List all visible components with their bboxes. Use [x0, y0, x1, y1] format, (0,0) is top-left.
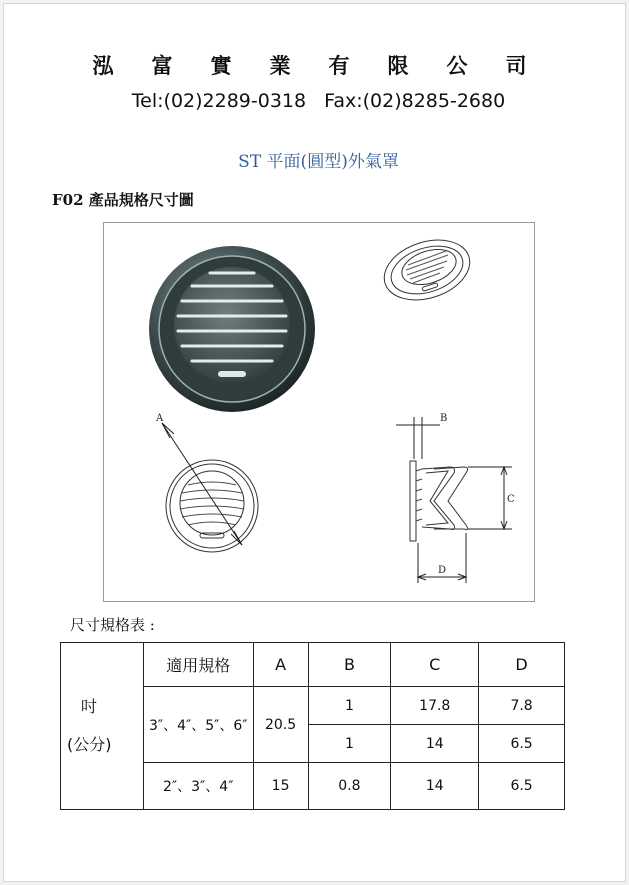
vent-photo-front	[149, 246, 315, 412]
cell-c: 14	[391, 763, 479, 810]
unit-sublabel: (公分)	[67, 735, 112, 754]
vent-perspective-view	[377, 230, 478, 310]
spec-table	[60, 642, 565, 810]
vent-cap-drawing	[104, 223, 534, 601]
dimension-label-d: D	[438, 565, 447, 576]
vent-side-diagram	[396, 417, 512, 583]
dimension-label-a: A	[156, 413, 164, 424]
company-name: 泓富實業有限公司	[92, 53, 565, 78]
header-size: 適用規格	[143, 643, 253, 687]
header-b: B	[308, 643, 391, 687]
header-c: C	[391, 643, 479, 687]
cell-d: 6.5	[479, 763, 565, 810]
telephone: Tel:(02)2289-0318	[131, 90, 307, 112]
unit-cell	[61, 643, 144, 810]
cell-a: 15	[253, 763, 308, 810]
cell-b: 1	[308, 687, 391, 725]
cell-d: 6.5	[479, 725, 565, 763]
dimension-label-b: B	[440, 413, 448, 424]
cell-d: 7.8	[479, 687, 565, 725]
technical-drawing	[103, 222, 535, 602]
fax: Fax:(02)8285-2680	[324, 90, 506, 112]
header-d: D	[479, 643, 565, 687]
contact-line	[4, 90, 629, 112]
section-heading: F02 產品規格尺寸圖	[52, 191, 194, 209]
vent-front-diagram	[162, 423, 258, 552]
cell-b: 0.8	[308, 763, 391, 810]
cell-c: 14	[391, 725, 479, 763]
table-caption: 尺寸規格表 :	[70, 616, 155, 634]
cell-a: 20.5	[253, 687, 308, 763]
header-a: A	[253, 643, 308, 687]
dimension-label-c: C	[507, 494, 515, 505]
cell-b: 1	[308, 725, 391, 763]
cell-size: 2″、3″、4″	[143, 763, 253, 810]
unit-label: 吋	[81, 697, 98, 716]
cell-c: 17.8	[391, 687, 479, 725]
cell-size: 3″、4″、5″、6″	[143, 687, 253, 763]
product-title: ST 平面(圓型)外氣罩	[238, 152, 399, 172]
table-header-row	[61, 643, 565, 687]
